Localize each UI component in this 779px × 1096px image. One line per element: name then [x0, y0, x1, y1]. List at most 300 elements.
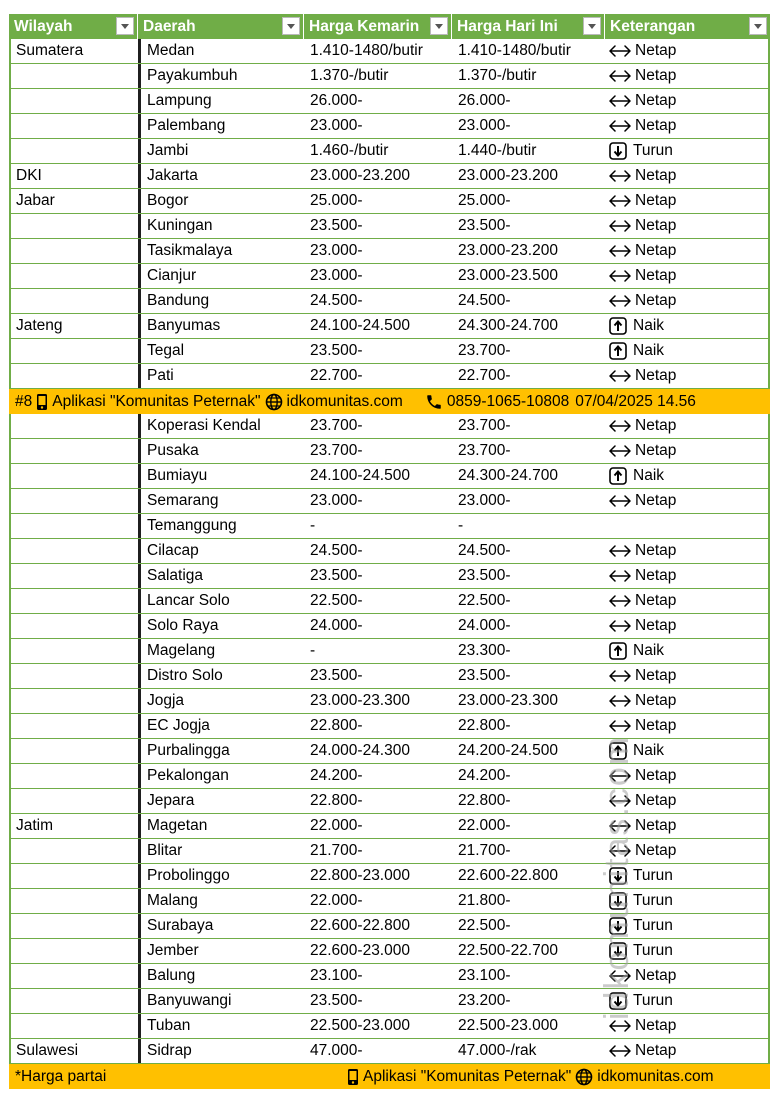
cell-daerah: Banyuwangi: [138, 989, 304, 1013]
filter-dropdown-icon[interactable]: [282, 17, 300, 35]
cell-wilayah: [9, 664, 138, 688]
keterangan-label: Netap: [635, 242, 677, 259]
table-row: [9, 989, 770, 1014]
cell-harga-kemarin: 23.500-: [310, 667, 363, 684]
cell-harga-kemarin: 23.000-: [310, 117, 363, 134]
cell-keterangan: [605, 889, 770, 913]
cell-daerah: Banyumas: [138, 314, 304, 338]
footer-bar: [9, 1064, 770, 1089]
cell-wilayah: [9, 439, 138, 463]
cell-wilayah: [9, 564, 138, 588]
cell-harga-hari-ini: 1.440-/butir: [458, 142, 537, 159]
cell-harga-kemarin: 23.700-: [310, 442, 363, 459]
cell-harga-kemarin: 23.500-: [310, 217, 363, 234]
keterangan-label: Netap: [635, 167, 677, 184]
cell-daerah: Pusaka: [138, 439, 304, 463]
cell-wilayah: [9, 789, 138, 813]
left-right-arrow-icon: [609, 269, 631, 283]
cell-keterangan: [605, 639, 770, 663]
cell-harga-hari-ini: 23.000-: [458, 492, 511, 509]
table-row: [9, 339, 770, 364]
cell-keterangan: [605, 864, 770, 888]
cell-daerah: Solo Raya: [138, 614, 304, 638]
table-row: [9, 1039, 770, 1064]
cell-keterangan: [605, 214, 770, 238]
cell-daerah: Palembang: [138, 114, 304, 138]
cell-keterangan: [605, 414, 770, 438]
keterangan-label: Netap: [635, 217, 677, 234]
cell-daerah: Tegal: [138, 339, 304, 363]
cell-keterangan: [605, 289, 770, 313]
cell-keterangan: [605, 64, 770, 88]
left-right-arrow-icon: [609, 544, 631, 558]
cell-harga-hari-ini: 22.500-23.000: [458, 1017, 558, 1034]
header-harga-hari-ini: [452, 14, 605, 39]
left-right-arrow-icon: [609, 819, 631, 833]
cell-keterangan: [605, 264, 770, 288]
cell-harga-hari-ini: 23.700-: [458, 342, 511, 359]
cell-daerah: Surabaya: [138, 914, 304, 938]
banner-site: idkomunitas.com: [286, 392, 403, 410]
cell-wilayah: [9, 489, 138, 513]
keterangan-label: Netap: [635, 367, 677, 384]
cell-harga-hari-ini: 47.000-/rak: [458, 1042, 537, 1059]
cell-daerah: Lampung: [138, 89, 304, 113]
cell-daerah: Bumiayu: [138, 464, 304, 488]
table-row: [9, 564, 770, 589]
cell-wilayah: [9, 139, 138, 163]
left-right-arrow-icon: [609, 1044, 631, 1058]
cell-harga-kemarin: 23.500-: [310, 992, 363, 1009]
left-right-arrow-icon: [609, 494, 631, 508]
table-row: [9, 914, 770, 939]
cell-daerah: Jakarta: [138, 164, 304, 188]
header-label: Keterangan: [610, 18, 696, 35]
header-wilayah: [9, 14, 138, 39]
left-right-arrow-icon: [609, 769, 631, 783]
left-right-arrow-icon: [609, 669, 631, 683]
table-row: [9, 589, 770, 614]
cell-daerah: Medan: [138, 39, 304, 63]
cell-daerah: Magelang: [138, 639, 304, 663]
cell-wilayah: [9, 114, 138, 138]
filter-dropdown-icon[interactable]: [430, 17, 448, 35]
cell-keterangan: [605, 664, 770, 688]
cell-harga-hari-ini: 21.800-: [458, 892, 511, 909]
cell-wilayah: [9, 589, 138, 613]
cell-wilayah: [9, 764, 138, 788]
table-row: [9, 1014, 770, 1039]
cell-keterangan: [605, 989, 770, 1013]
cell-keterangan: [605, 839, 770, 863]
cell-harga-kemarin: 23.500-: [310, 342, 363, 359]
cell-daerah: Kuningan: [138, 214, 304, 238]
cell-daerah: Distro Solo: [138, 664, 304, 688]
cell-harga-kemarin: 24.500-: [310, 542, 363, 559]
cell-harga-kemarin: 23.100-: [310, 967, 363, 984]
table-row: [9, 814, 770, 839]
cell-daerah: Tasikmalaya: [138, 239, 304, 263]
cell-daerah: Jogja: [138, 689, 304, 713]
cell-harga-hari-ini: 24.500-: [458, 542, 511, 559]
cell-harga-hari-ini: 22.500-: [458, 592, 511, 609]
cell-harga-hari-ini: 23.000-23.500: [458, 267, 558, 284]
cell-harga-kemarin: 1.460-/butir: [310, 142, 389, 159]
cell-harga-kemarin: 23.000-: [310, 492, 363, 509]
left-right-arrow-icon: [609, 219, 631, 233]
keterangan-label: Netap: [635, 592, 677, 609]
cell-harga-hari-ini: 23.500-: [458, 217, 511, 234]
cell-harga-kemarin: 24.000-: [310, 617, 363, 634]
cell-wilayah: [9, 914, 138, 938]
cell-harga-hari-ini: 23.500-: [458, 667, 511, 684]
cell-keterangan: [605, 739, 770, 763]
cell-harga-kemarin: 47.000-: [310, 1042, 363, 1059]
cell-wilayah: [9, 864, 138, 888]
cell-harga-kemarin: 24.100-24.500: [310, 317, 410, 334]
cell-harga-kemarin: 24.500-: [310, 292, 363, 309]
keterangan-label: Turun: [633, 867, 673, 884]
filter-dropdown-icon[interactable]: [116, 17, 134, 35]
arrow-up-box-icon: [609, 342, 627, 360]
cell-wilayah: [9, 689, 138, 713]
left-right-arrow-icon: [609, 294, 631, 308]
cell-keterangan: [605, 614, 770, 638]
arrow-up-box-icon: [609, 742, 627, 760]
cell-harga-hari-ini: -: [458, 517, 464, 534]
cell-daerah: Pati: [138, 364, 304, 388]
cell-harga-kemarin: 22.800-: [310, 792, 363, 809]
header-label: Harga Kemarin: [309, 18, 420, 35]
table-row: [9, 264, 770, 289]
keterangan-label: Naik: [633, 742, 665, 759]
cell-harga-kemarin: 24.200-: [310, 767, 363, 784]
cell-harga-kemarin: -: [310, 517, 316, 534]
keterangan-label: Netap: [635, 442, 677, 459]
cell-wilayah: [9, 364, 138, 388]
cell-harga-kemarin: 25.000-: [310, 192, 363, 209]
table-row: [9, 864, 770, 889]
cell-harga-hari-ini: 26.000-: [458, 92, 511, 109]
cell-harga-kemarin: 24.000-24.300: [310, 742, 410, 759]
cell-wilayah: [9, 739, 138, 763]
filter-dropdown-icon[interactable]: [583, 17, 601, 35]
cell-daerah: Jepara: [138, 789, 304, 813]
header-label: Daerah: [143, 18, 196, 35]
arrow-down-box-icon: [609, 917, 627, 935]
cell-daerah: Pekalongan: [138, 764, 304, 788]
cell-harga-hari-ini: 1.370-/butir: [458, 67, 537, 84]
cell-wilayah: [9, 214, 138, 238]
cell-daerah: Cilacap: [138, 539, 304, 563]
keterangan-label: Netap: [635, 692, 677, 709]
table-row: [9, 89, 770, 114]
telephone-icon: [425, 393, 443, 411]
table-row: [9, 139, 770, 164]
keterangan-label: Naik: [633, 642, 665, 659]
cell-wilayah: [9, 889, 138, 913]
left-right-arrow-icon: [609, 794, 631, 808]
cell-wilayah: [9, 239, 138, 263]
keterangan-label: Netap: [635, 717, 677, 734]
keterangan-label: Turun: [633, 917, 673, 934]
table-row: [9, 164, 770, 189]
keterangan-label: Turun: [633, 142, 673, 159]
cell-keterangan: [605, 39, 770, 63]
keterangan-label: Netap: [635, 292, 677, 309]
cell-daerah: Malang: [138, 889, 304, 913]
cell-harga-hari-ini: 23.300-: [458, 642, 511, 659]
cell-harga-kemarin: 23.000-23.200: [310, 167, 410, 184]
cell-harga-hari-ini: 23.700-: [458, 442, 511, 459]
globe-icon: [265, 393, 283, 411]
table-row: [9, 714, 770, 739]
cell-keterangan: [605, 164, 770, 188]
cell-harga-kemarin: 22.500-23.000: [310, 1017, 410, 1034]
table-row: [9, 314, 770, 339]
table-row: [9, 439, 770, 464]
cell-keterangan: [605, 364, 770, 388]
left-right-arrow-icon: [609, 969, 631, 983]
cell-daerah: Purbalingga: [138, 739, 304, 763]
table-row: [9, 739, 770, 764]
cell-harga-kemarin: 22.500-: [310, 592, 363, 609]
keterangan-label: Netap: [635, 967, 677, 984]
arrow-up-box-icon: [609, 467, 627, 485]
cell-keterangan: [605, 914, 770, 938]
keterangan-label: Netap: [635, 667, 677, 684]
cell-harga-kemarin: 22.800-23.000: [310, 867, 410, 884]
table-row: [9, 189, 770, 214]
cell-wilayah: [9, 289, 138, 313]
cell-harga-hari-ini: 23.000-23.300: [458, 692, 558, 709]
table-row: [9, 489, 770, 514]
cell-harga-kemarin: 23.500-: [310, 567, 363, 584]
left-right-arrow-icon: [609, 194, 631, 208]
cell-keterangan: [605, 1014, 770, 1038]
left-right-arrow-icon: [609, 419, 631, 433]
cell-harga-hari-ini: 22.800-: [458, 717, 511, 734]
cell-keterangan: [605, 564, 770, 588]
cell-wilayah: [9, 939, 138, 963]
keterangan-label: Netap: [635, 792, 677, 809]
cell-harga-kemarin: 22.700-: [310, 367, 363, 384]
table-row: [9, 364, 770, 389]
keterangan-label: Netap: [635, 567, 677, 584]
cell-wilayah: [9, 89, 138, 113]
cell-keterangan: [605, 189, 770, 213]
cell-keterangan: [605, 139, 770, 163]
table-row: [9, 514, 770, 539]
cell-wilayah: [9, 714, 138, 738]
globe-icon: [575, 1068, 593, 1086]
cell-harga-kemarin: 22.600-22.800: [310, 917, 410, 934]
table-row: [9, 114, 770, 139]
cell-wilayah: [9, 339, 138, 363]
cell-wilayah: DKI: [9, 164, 138, 188]
cell-wilayah: Sulawesi: [9, 1039, 138, 1063]
cell-keterangan: [605, 89, 770, 113]
cell-harga-kemarin: 22.800-: [310, 717, 363, 734]
arrow-up-box-icon: [609, 317, 627, 335]
cell-keterangan: [605, 539, 770, 563]
cell-keterangan: [605, 239, 770, 263]
cell-keterangan: [605, 789, 770, 813]
cell-daerah: Payakumbuh: [138, 64, 304, 88]
table-row: [9, 964, 770, 989]
table-row: [9, 664, 770, 689]
table-row: [9, 289, 770, 314]
cell-keterangan: [605, 489, 770, 513]
footer-note: *Harga partai: [15, 1068, 107, 1085]
cell-daerah: Cianjur: [138, 264, 304, 288]
table-row: [9, 639, 770, 664]
arrow-down-box-icon: [609, 942, 627, 960]
keterangan-label: Turun: [633, 942, 673, 959]
cell-harga-kemarin: 1.370-/butir: [310, 67, 389, 84]
cell-harga-hari-ini: 24.200-: [458, 767, 511, 784]
cell-harga-kemarin: 23.000-: [310, 242, 363, 259]
cell-wilayah: Jatim: [9, 814, 138, 838]
price-table: [9, 14, 770, 1064]
left-right-arrow-icon: [609, 694, 631, 708]
cell-harga-kemarin: 21.700-: [310, 842, 363, 859]
cell-wilayah: [9, 539, 138, 563]
left-right-arrow-icon: [609, 619, 631, 633]
footer-site: idkomunitas.com: [597, 1068, 714, 1085]
table-row: [9, 889, 770, 914]
table-row: [9, 239, 770, 264]
table-row: [9, 689, 770, 714]
header-keterangan: [605, 14, 770, 39]
left-right-arrow-icon: [609, 69, 631, 83]
left-right-arrow-icon: [609, 369, 631, 383]
table-header: [9, 14, 770, 39]
cell-wilayah: Sumatera: [9, 39, 138, 63]
table-row: [9, 464, 770, 489]
table-row: [9, 39, 770, 64]
keterangan-label: Netap: [635, 267, 677, 284]
left-right-arrow-icon: [609, 594, 631, 608]
cell-harga-hari-ini: 22.700-: [458, 367, 511, 384]
keterangan-label: Naik: [633, 342, 665, 359]
keterangan-label: Netap: [635, 817, 677, 834]
cell-harga-hari-ini: 22.800-: [458, 792, 511, 809]
cell-keterangan: [605, 814, 770, 838]
cell-keterangan: [605, 314, 770, 338]
cell-daerah: Salatiga: [138, 564, 304, 588]
phone-app-icon: [36, 393, 48, 411]
footer-app-info: [343, 1064, 714, 1089]
left-right-arrow-icon: [609, 169, 631, 183]
keterangan-label: Netap: [635, 117, 677, 134]
keterangan-label: Netap: [635, 617, 677, 634]
cell-harga-hari-ini: 25.000-: [458, 192, 511, 209]
table-row: [9, 839, 770, 864]
keterangan-label: Naik: [633, 317, 665, 334]
cell-harga-hari-ini: 24.300-24.700: [458, 467, 558, 484]
cell-wilayah: [9, 464, 138, 488]
cell-keterangan: [605, 939, 770, 963]
left-right-arrow-icon: [609, 119, 631, 133]
cell-keterangan: [605, 514, 770, 538]
table-row: [9, 939, 770, 964]
cell-keterangan: [605, 589, 770, 613]
keterangan-label: Netap: [635, 492, 677, 509]
header-label: Harga Hari Ini: [457, 18, 558, 35]
cell-harga-hari-ini: 21.700-: [458, 842, 511, 859]
keterangan-label: Turun: [633, 992, 673, 1009]
banner-datetime: 07/04/2025 14.56: [575, 392, 696, 410]
filter-dropdown-icon[interactable]: [749, 17, 767, 35]
keterangan-label: Netap: [635, 417, 677, 434]
cell-daerah: EC Jogja: [138, 714, 304, 738]
cell-harga-hari-ini: 24.200-24.500: [458, 742, 558, 759]
keterangan-label: Netap: [635, 1042, 677, 1059]
left-right-arrow-icon: [609, 569, 631, 583]
left-right-arrow-icon: [609, 444, 631, 458]
cell-wilayah: [9, 639, 138, 663]
cell-daerah: Bandung: [138, 289, 304, 313]
table-row: [9, 414, 770, 439]
cell-wilayah: Jateng: [9, 314, 138, 338]
cell-daerah: Lancar Solo: [138, 589, 304, 613]
cell-harga-hari-ini: 23.200-: [458, 992, 511, 1009]
cell-harga-hari-ini: 23.700-: [458, 417, 511, 434]
banner-phone: 0859-1065-10808: [446, 392, 570, 410]
watermark: idkomunitas.com: [598, 734, 636, 1020]
cell-daerah: Sidrap: [138, 1039, 304, 1063]
cell-wilayah: Jabar: [9, 189, 138, 213]
keterangan-label: Netap: [635, 842, 677, 859]
cell-daerah: Tuban: [138, 1014, 304, 1038]
phone-app-icon: [347, 1068, 359, 1086]
cell-daerah: Balung: [138, 964, 304, 988]
cell-harga-hari-ini: 24.300-24.700: [458, 317, 558, 334]
cell-harga-hari-ini: 23.000-23.200: [458, 242, 558, 259]
table-body-bottom: [9, 414, 770, 1064]
cell-wilayah: [9, 64, 138, 88]
cell-daerah: Koperasi Kendal: [138, 414, 304, 438]
table-row: [9, 789, 770, 814]
table-body-top: [9, 39, 770, 389]
cell-harga-kemarin: 23.000-23.300: [310, 692, 410, 709]
cell-keterangan: [605, 439, 770, 463]
cell-harga-kemarin: 23.000-: [310, 267, 363, 284]
cell-harga-hari-ini: 24.000-: [458, 617, 511, 634]
cell-wilayah: [9, 1014, 138, 1038]
cell-keterangan: [605, 1039, 770, 1063]
cell-daerah: Jambi: [138, 139, 304, 163]
cell-harga-kemarin: 22.000-: [310, 892, 363, 909]
cell-keterangan: [605, 114, 770, 138]
cell-harga-hari-ini: 23.000-: [458, 117, 511, 134]
cell-keterangan: [605, 964, 770, 988]
cell-harga-hari-ini: 22.000-: [458, 817, 511, 834]
left-right-arrow-icon: [609, 94, 631, 108]
keterangan-label: Netap: [635, 42, 677, 59]
info-banner: [9, 389, 770, 414]
table-row: [9, 64, 770, 89]
cell-daerah: Bogor: [138, 189, 304, 213]
cell-harga-hari-ini: 22.500-22.700: [458, 942, 558, 959]
keterangan-label: Turun: [633, 892, 673, 909]
cell-daerah: Jember: [138, 939, 304, 963]
keterangan-label: Netap: [635, 542, 677, 559]
keterangan-label: Netap: [635, 1017, 677, 1034]
cell-harga-hari-ini: 23.500-: [458, 567, 511, 584]
cell-harga-hari-ini: 23.100-: [458, 967, 511, 984]
